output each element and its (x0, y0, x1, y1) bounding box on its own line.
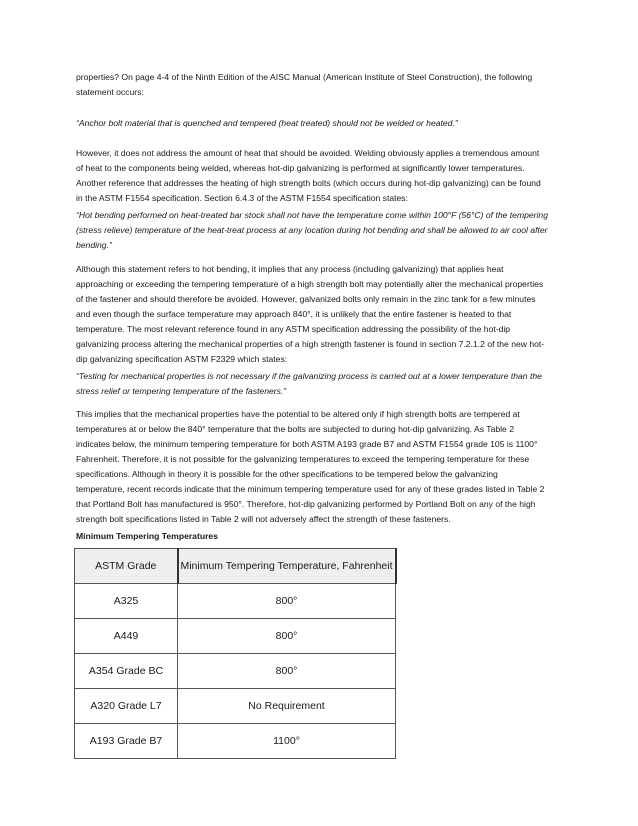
paragraph-aisc-manual: properties? On page 4-4 of the Ninth Edition of the AISC Manual (American Institute of Steel Construction), the following statement occurs: (76, 72, 533, 97)
temperature-cell: No Requirement (178, 689, 396, 724)
table-heading: Minimum Tempering Temperatures (76, 531, 218, 541)
grade-cell: A320 Grade L7 (75, 689, 178, 724)
paragraph-tempering-conclusion: This implies that the mechanical properties have the potential to be altered only if high strength bolts are tempered at temperatures at or below the 840° temperature that the bolts are subjected to during hot-dip galvanizing. As Table 2 indicates below, the minimum tempering temperature for both ASTM A193 grade B7 and ASTM F1554 grade 105 is 1100° Fahrenheit. Therefore, it is not possible for the galvanizing temperatures to exceed the tempering temperature for these specifications. Although in theory it is possible for the other specifications to be tempered below the galvanizing temperature, recent records indicate that the minimum tempering temperature used for any of these grades listed in Table 2 that Portland Bolt has manufactured is 950°. Therefore, hot-dip galvanizing performed by Portland Bolt on any of the high strength bolt specifications listed in Table 2 will not adversely affect the strength of these fasteners. (76, 409, 545, 524)
table-row (75, 689, 396, 724)
paragraph-hot-bending-implication: Although this statement refers to hot bending, it implies that any process (including galvanizing) that applies heat approaching or exceeding the tempering temperature of a high strength bolt may potentially alter the mechanical properties of the fastener and should therefore be avoided. However, galvanized bolts only remain in the zinc tank for a few minutes and even though the surface temperature may approach 840°, it is unlikely that the entire fastener is heated to that temperature. The most relevant reference found in any ASTM specification addressing the possibility of the hot-dip galvanizing process altering the mechanical properties of a high strength fastener is found in section 7.2.1.2 of the new hot- dip galvanizing specification ASTM F2329 which states: (76, 264, 545, 364)
header-min-temp: Minimum Tempering Temperature, Fahrenheit (178, 549, 396, 584)
temperature-cell: 1100° (178, 724, 396, 759)
header-astm-grade: ASTM Grade (75, 549, 178, 584)
quote-hot-bending: “Hot bending performed on heat-treated bar stock shall not have the temperature come within 100°F (56°C) of the tempering (stress relieve) temperature of the heat-treat process at any location during hot bending and shall be allowed to air cool after bending.” (76, 210, 548, 250)
table-row (75, 724, 396, 759)
temperature-cell: 800° (178, 584, 396, 619)
table-row (75, 654, 396, 689)
paragraph-welding-heat: However, it does not address the amount of heat that should be avoided. Welding obviously applies a tremendous amount of heat to the components being welded, whereas hot-dip galvanizing is performed at significantly lower temperatures. Another reference that addresses the heating of high strength bolts (which occurs during hot-dip galvanizing) can be found in the ASTM F1554 specification. Section 6.4.3 of the ASTM F1554 specification states: (76, 148, 541, 203)
grade-cell: A449 (75, 619, 178, 654)
table-header-row (75, 549, 396, 584)
grade-cell: A325 (75, 584, 178, 619)
table-row (75, 619, 396, 654)
temperature-cell: 800° (178, 619, 396, 654)
grade-cell: A354 Grade BC (75, 654, 178, 689)
table-row (75, 584, 396, 619)
quote-testing-mechanical: “Testing for mechanical properties is not necessary if the galvanizing process is carried out at a lower temperature than the stress relief or tempering temperature of the fasteners.” (76, 371, 542, 396)
tempering-table (74, 548, 395, 759)
grade-cell: A193 Grade B7 (75, 724, 178, 759)
temperature-cell: 800° (178, 654, 396, 689)
quote-anchor-bolt: “Anchor bolt material that is quenched and tempered (heat treated) should not be welded or heated.” (76, 118, 458, 128)
